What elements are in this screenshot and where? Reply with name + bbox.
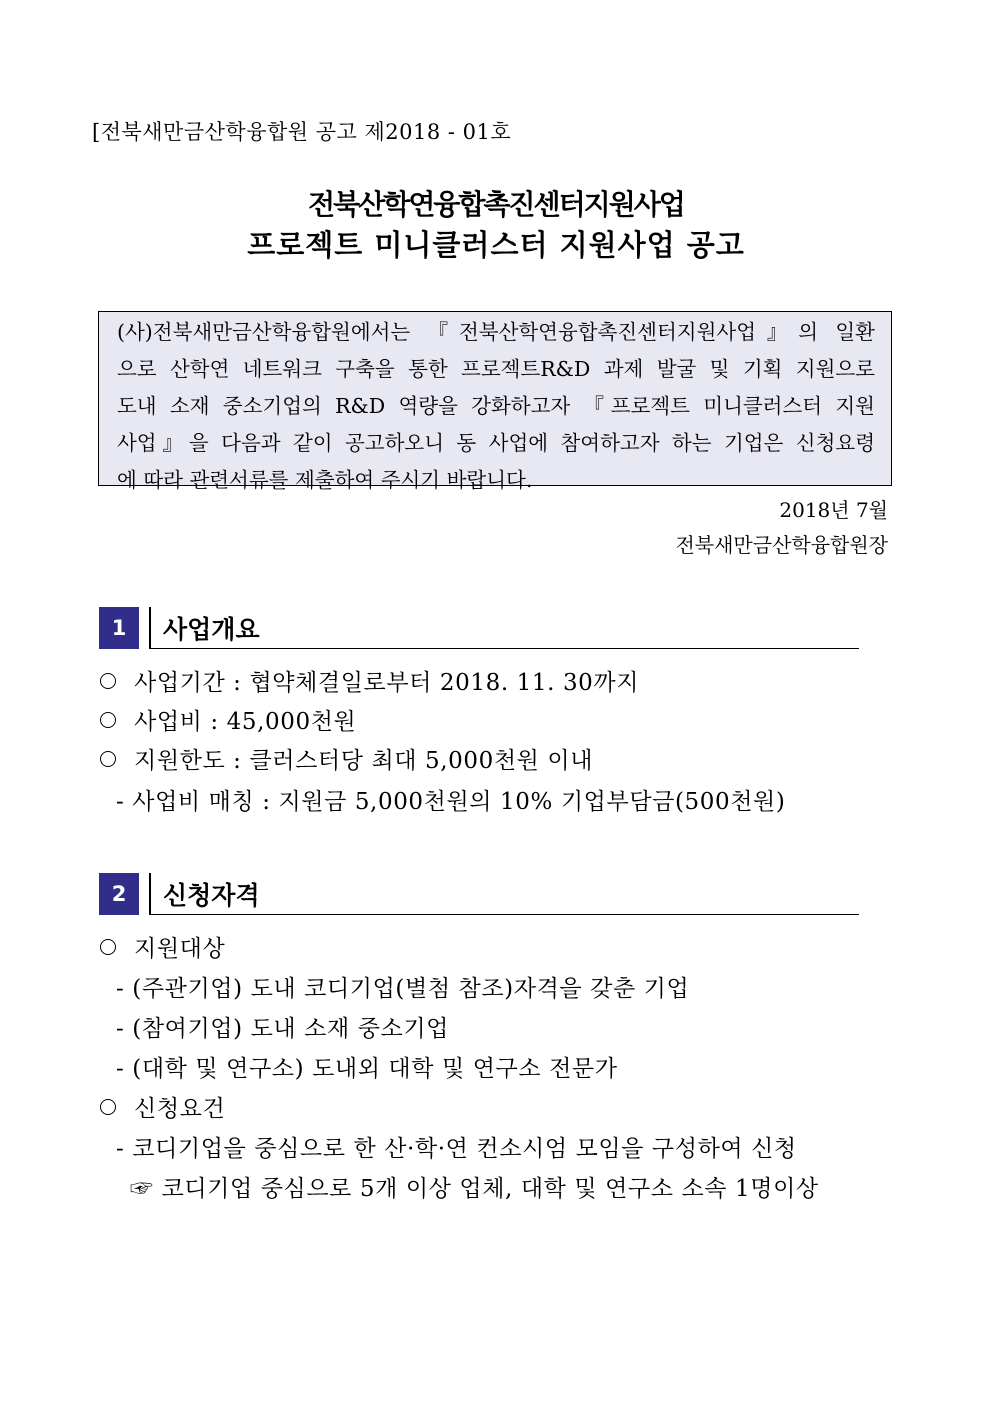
circle-bullet-icon xyxy=(100,939,116,955)
list-item xyxy=(100,742,593,775)
sub-list-item: - (참여기업) 도내 소재 중소기업 xyxy=(116,1016,449,1042)
section-divider xyxy=(149,873,151,915)
signer: 전북새만금산학융합원장 xyxy=(675,533,888,557)
section-number: 1 xyxy=(99,607,139,649)
list-item-text: 사업기간 : 협약체결일로부터 2018. 11. 30까지 xyxy=(134,670,640,696)
announcement-date: 2018년 7월 xyxy=(779,498,888,522)
document-subtitle: 프로젝트 미니클러스터 지원사업 공고 xyxy=(247,228,745,262)
section-header-overview xyxy=(99,607,859,649)
section-rule xyxy=(149,648,859,649)
sub-list-item: - 사업비 매칭 : 지원금 5,000천원의 10% 기업부담금(500천원) xyxy=(116,789,786,815)
note-item: ☞ 코디기업 중심으로 5개 이상 업체, 대학 및 연구소 소속 1명이상 xyxy=(130,1176,819,1202)
list-item xyxy=(100,664,639,697)
section-title: 신청자격 xyxy=(163,881,260,910)
intro-line: 도내 소재 중소기업의 R&D 역량을 강화하고자 『프로젝트 미니클러스터 지원 xyxy=(117,394,875,418)
list-item xyxy=(100,1090,225,1123)
sub-list-item: - 코디기업을 중심으로 한 산·학·연 컨소시엄 모임을 구성하여 신청 xyxy=(116,1136,797,1162)
intro-line: (사)전북새만금산학융합원에서는 『전북산학연융합촉진센터지원사업』의 일환 xyxy=(117,320,875,344)
intro-line: 에 따라 관련서류를 제출하여 주시기 바랍니다. xyxy=(117,468,533,492)
list-item-text: 지원대상 xyxy=(134,936,226,962)
sub-list-item: - (주관기업) 도내 코디기업(별첨 참조)자격을 갖춘 기업 xyxy=(116,976,690,1002)
section-rule xyxy=(149,914,859,915)
circle-bullet-icon xyxy=(100,673,116,689)
circle-bullet-icon xyxy=(100,712,116,728)
section-number: 2 xyxy=(99,873,139,915)
section-divider xyxy=(149,607,151,649)
intro-line: 사업』을 다음과 같이 공고하오니 동 사업에 참여하고자 하는 기업은 신청요령 xyxy=(117,431,875,455)
section-header-eligibility xyxy=(99,873,859,915)
list-item xyxy=(100,703,356,736)
circle-bullet-icon xyxy=(100,751,116,767)
intro-box xyxy=(98,311,892,492)
notice-number: [전북새만금산학융합원 공고 제2018 - 01호 xyxy=(92,120,512,144)
circle-bullet-icon xyxy=(100,1099,116,1115)
list-item xyxy=(100,930,225,963)
sub-list-item: - (대학 및 연구소) 도내외 대학 및 연구소 전문가 xyxy=(116,1056,618,1082)
list-item-text: 신청요건 xyxy=(134,1096,226,1122)
intro-line: 으로 산학연 네트워크 구축을 통한 프로젝트R&D 과제 발굴 및 기획 지원으로 xyxy=(117,357,875,381)
list-item-text: 지원한도 : 클러스터당 최대 5,000천원 이내 xyxy=(134,748,594,774)
document-title: 전북산학연융합촉진센터지원사업 xyxy=(308,188,684,221)
section-title: 사업개요 xyxy=(163,615,260,644)
list-item-text: 사업비 : 45,000천원 xyxy=(134,709,357,735)
